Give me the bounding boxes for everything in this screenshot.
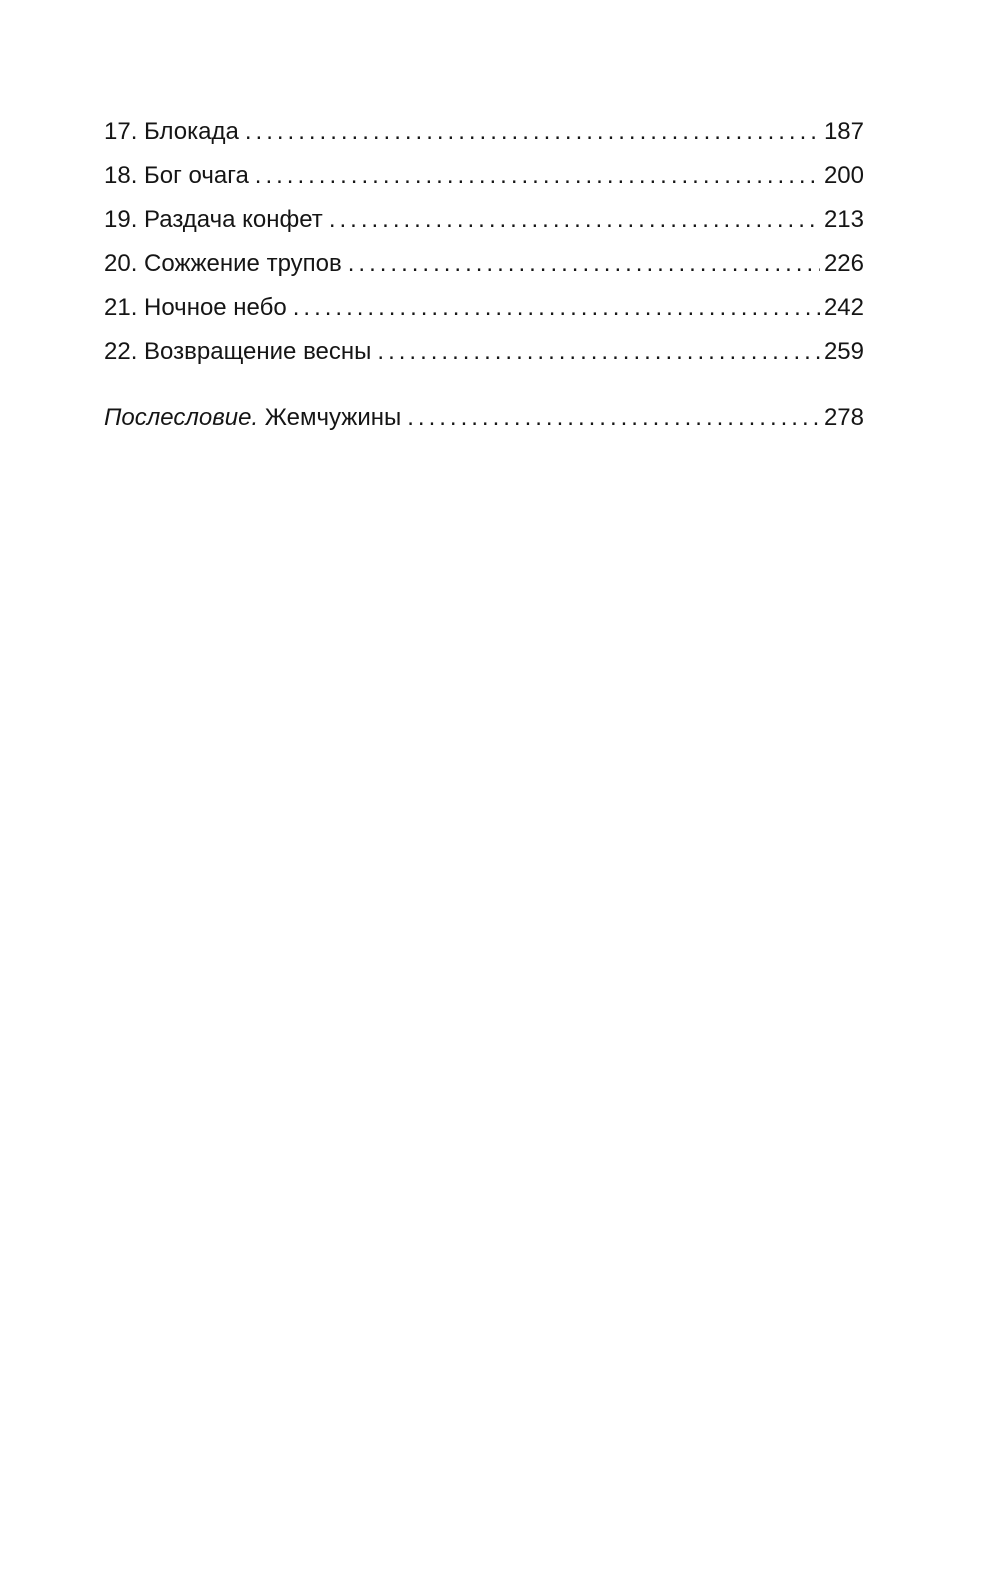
toc-entry bbox=[104, 110, 864, 154]
toc-entry-title: 21. Ночное небо bbox=[104, 294, 287, 321]
dot-leader bbox=[329, 198, 820, 242]
toc-entry bbox=[104, 154, 864, 198]
dot-leader bbox=[255, 154, 820, 198]
toc-entry-page: 187 bbox=[823, 118, 864, 145]
toc-afterword-entry bbox=[104, 396, 864, 440]
dot-leader bbox=[377, 330, 820, 374]
dot-leader bbox=[407, 396, 820, 440]
toc-entry-title: 18. Бог очага bbox=[104, 162, 249, 189]
toc-entry bbox=[104, 198, 864, 242]
dot-leader bbox=[293, 286, 820, 330]
dot-leader bbox=[348, 242, 820, 286]
toc-afterword-page: 278 bbox=[823, 404, 864, 431]
table-of-contents bbox=[104, 110, 864, 440]
afterword-title: Жемчужины bbox=[264, 404, 402, 431]
toc-entry bbox=[104, 242, 864, 286]
toc-entry-title: 17. Блокада bbox=[104, 118, 239, 145]
toc-afterword-title-group bbox=[104, 396, 401, 440]
toc-entry-title: 20. Сожжение трупов bbox=[104, 250, 342, 277]
dot-leader bbox=[245, 110, 820, 154]
toc-entry bbox=[104, 330, 864, 374]
toc-entry-title: 22. Возвращение весны bbox=[104, 338, 372, 365]
toc-entry-title: 19. Раздача конфет bbox=[104, 206, 323, 233]
toc-entry-page: 213 bbox=[823, 206, 864, 233]
afterword-label: Послесловие. bbox=[104, 404, 259, 431]
toc-entry-page: 200 bbox=[823, 162, 864, 189]
toc-entry-page: 226 bbox=[823, 250, 864, 277]
toc-entry bbox=[104, 286, 864, 330]
toc-entry-page: 259 bbox=[823, 338, 864, 365]
toc-entry-page: 242 bbox=[823, 294, 864, 321]
